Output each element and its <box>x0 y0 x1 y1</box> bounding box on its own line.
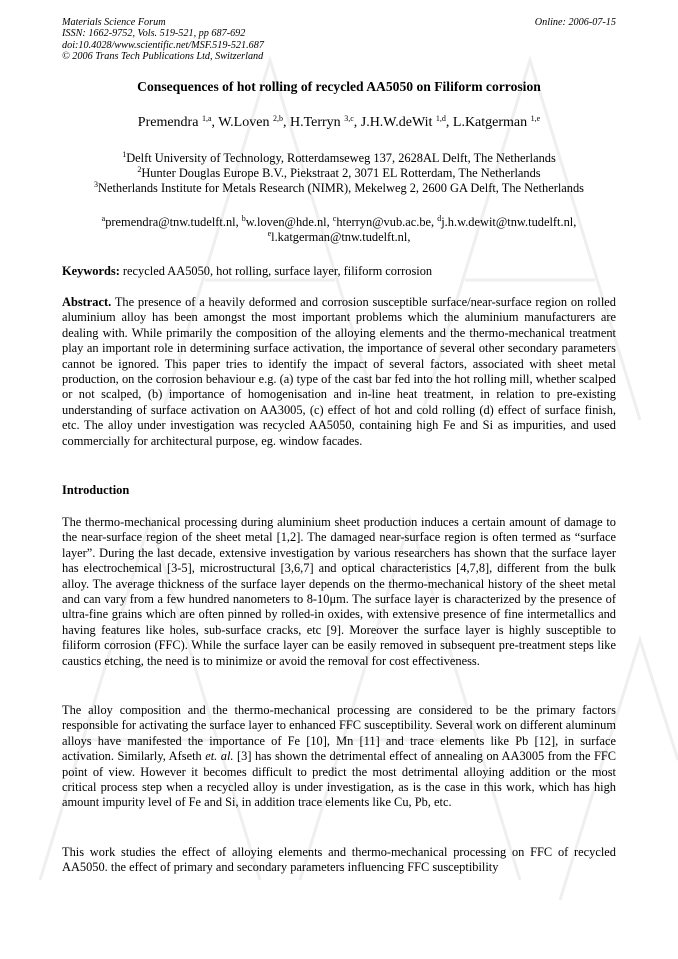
author-affil-sup: 1,a <box>201 114 212 123</box>
abstract <box>62 295 616 449</box>
keywords-text: recycled AA5050, hot rolling, surface layer, filiform corrosion <box>119 264 433 278</box>
email-text: l.katgerman@tnw.tudelft.nl, <box>271 230 411 245</box>
email-sup: d <box>437 214 442 223</box>
affiliation-line <box>62 181 616 196</box>
author-list: Premendra $^{1,a}$, W.Loven $^{2,b}$, H.Terryn $^{3,c}$, J.H.W.deWit $^{1,d}$, L.Katgerman $^{1,e}$ <box>137 114 541 130</box>
email-list <box>62 215 616 245</box>
doi-line: doi:10.4028/www.scientific.net/MSF.519-521.687 <box>62 39 264 51</box>
author-affil-sup: 2,b <box>272 114 283 123</box>
affil-text: Netherlands Institute for Metals Research (NIMR), Mekelweg 2, 2600 GA Delft, The Netherlands <box>98 181 584 196</box>
introduction-heading: Introduction <box>62 483 130 497</box>
email-sup: a <box>101 214 106 223</box>
email-text: w.loven@hde.nl, <box>245 215 333 229</box>
email-line <box>62 230 616 245</box>
affiliation-line <box>62 151 616 166</box>
email-text: hterryn@vub.ac.be, <box>336 215 438 229</box>
et-al-italic: et. al. <box>205 749 234 764</box>
abstract-label: Abstract. <box>62 295 112 309</box>
keywords-label: Keywords: <box>62 264 120 278</box>
abstract-text: The presence of a heavily deformed and corrosion susceptible surface/near-surface region on rolled aluminium alloy has been amongst the most important problems which the aluminium manufacturers are dealing with. While primarily the composition of the alloying elements and the thermo-mechanical treatment play an important role in determining surface activation, the importance of several other secondary parameters cannot be ignored. This paper tries to identify the impact of several factors, associated with sheet metal production, on the corrosion behaviour e.g. (a) type of the cast bar fed into the hot rolling mill, whether scalped or not scalped, (b) importance of homogenisation and in-line heat treatment, in relation to pre-existing understanding of surface activation on AA3005, (c) effect of hot and cold rolling (d) effect of surface finish, etc. The alloy under investigation was recycled AA5050, containing high Fe and Si as impurities, and used commercially for architectural purpose, eg. window facades. <box>62 295 616 448</box>
introduction-paragraph-2 <box>62 703 616 811</box>
issn-line: ISSN: 1662-9752, Vols. 519-521, pp 687-692 <box>62 28 246 40</box>
author-name: W.Loven <box>218 115 270 130</box>
author-name: Premendra <box>137 115 199 130</box>
author-name: L.Katgerman <box>452 115 528 130</box>
online-date: Online: 2006-07-15 <box>534 17 616 28</box>
paragraph-text: [3] has shown the detrimental effect of annealing on AA3005 from the FFC point of view. However it becomes difficult to predict the most detrimental alloying addition or the most critical process step when a recycled alloy is under investigation, as is the case in this work, which has high amount impurity level of Fe and Si, in addition trace elements like Cu, Pb, etc. <box>62 749 616 810</box>
affiliation-list <box>62 151 616 197</box>
email-line <box>62 215 616 230</box>
author-affil-sup: 1,d <box>435 114 446 123</box>
affil-sup: 1 <box>122 150 127 159</box>
paper-title: Consequences of hot rolling of recycled AA5050 on Filiform corrosion <box>137 79 541 94</box>
affil-text: Delft University of Technology, Rotterdamseweg 137, 2628AL Delft, The Netherlands <box>126 151 556 165</box>
email-sup: b <box>241 214 246 223</box>
affil-sup: 3 <box>94 180 98 190</box>
author-name: J.H.W.deWit <box>360 115 433 130</box>
copyright-line: © 2006 Trans Tech Publications Ltd, Switzerland <box>62 51 264 63</box>
email-sup: e <box>267 229 272 239</box>
author-affil-sup: 1,e <box>530 114 541 123</box>
journal-name: Materials Science Forum <box>62 17 166 28</box>
email-sup: c <box>332 214 337 223</box>
affil-sup: 2 <box>137 165 142 175</box>
affil-text: Hunter Douglas Europe B.V., Piekstraat 2, 3071 EL Rotterdam, The Netherlands <box>141 166 541 181</box>
introduction-paragraph-3: This work studies the effect of alloying elements and thermo-mechanical processing on FFC of recycled AA5050. the effect of primary and secondary parameters influencing FFC susceptibility <box>62 845 616 875</box>
affiliation-line <box>62 166 616 181</box>
author-affil-sup: 3,c <box>344 114 354 123</box>
email-text: premendra@tnw.tudelft.nl, <box>105 215 242 229</box>
email-text: j.h.w.dewit@tnw.tudelft.nl, <box>441 215 577 229</box>
keywords <box>62 264 616 279</box>
introduction-paragraph-1: The thermo-mechanical processing during aluminium sheet production induces a certain amount of damage to the near-surface region of the sheet metal [1,2]. The damaged near-surface region is often termed as “surface layer”. During the last decade, extensive investigation by various researchers has shown that the surface layer has electrochemical [3-5], microstructural [3,6,7] and optical characteristics [4,7,8], different from the bulk alloy. The average thickness of the surface layer depends on the thermo-mechanical history of the sheet metal and can vary from a few hundred nanometers to 8-10μm. The surface layer is characterized by the presence of ultra-fine grains which are often pinned by rolled-in oxides, with extensive presence of fine intermetallics and having features like holes, sub-surface cracks, etc [9]. Moreover the surface layer is highly susceptible to filiform corrosion (FFC). While the surface layer can be easily removed in subsequent pre-treatment steps like caustics etching, the need is to minimize or avoid the removal for cost effectiveness. <box>62 515 616 668</box>
author-name: H.Terryn <box>289 115 341 130</box>
journal-header <box>62 17 616 63</box>
paragraph-text: The alloy composition and the thermo-mechanical processing are considered to be the primary factors responsible for activating the surface layer to enhanced FFC susceptibility. Several work on different aluminum alloys have manifested the importance of Fe [10], Mn [11] and trace elements like Pb [12], in surface activation. Similarly, Afseth <box>62 703 616 764</box>
